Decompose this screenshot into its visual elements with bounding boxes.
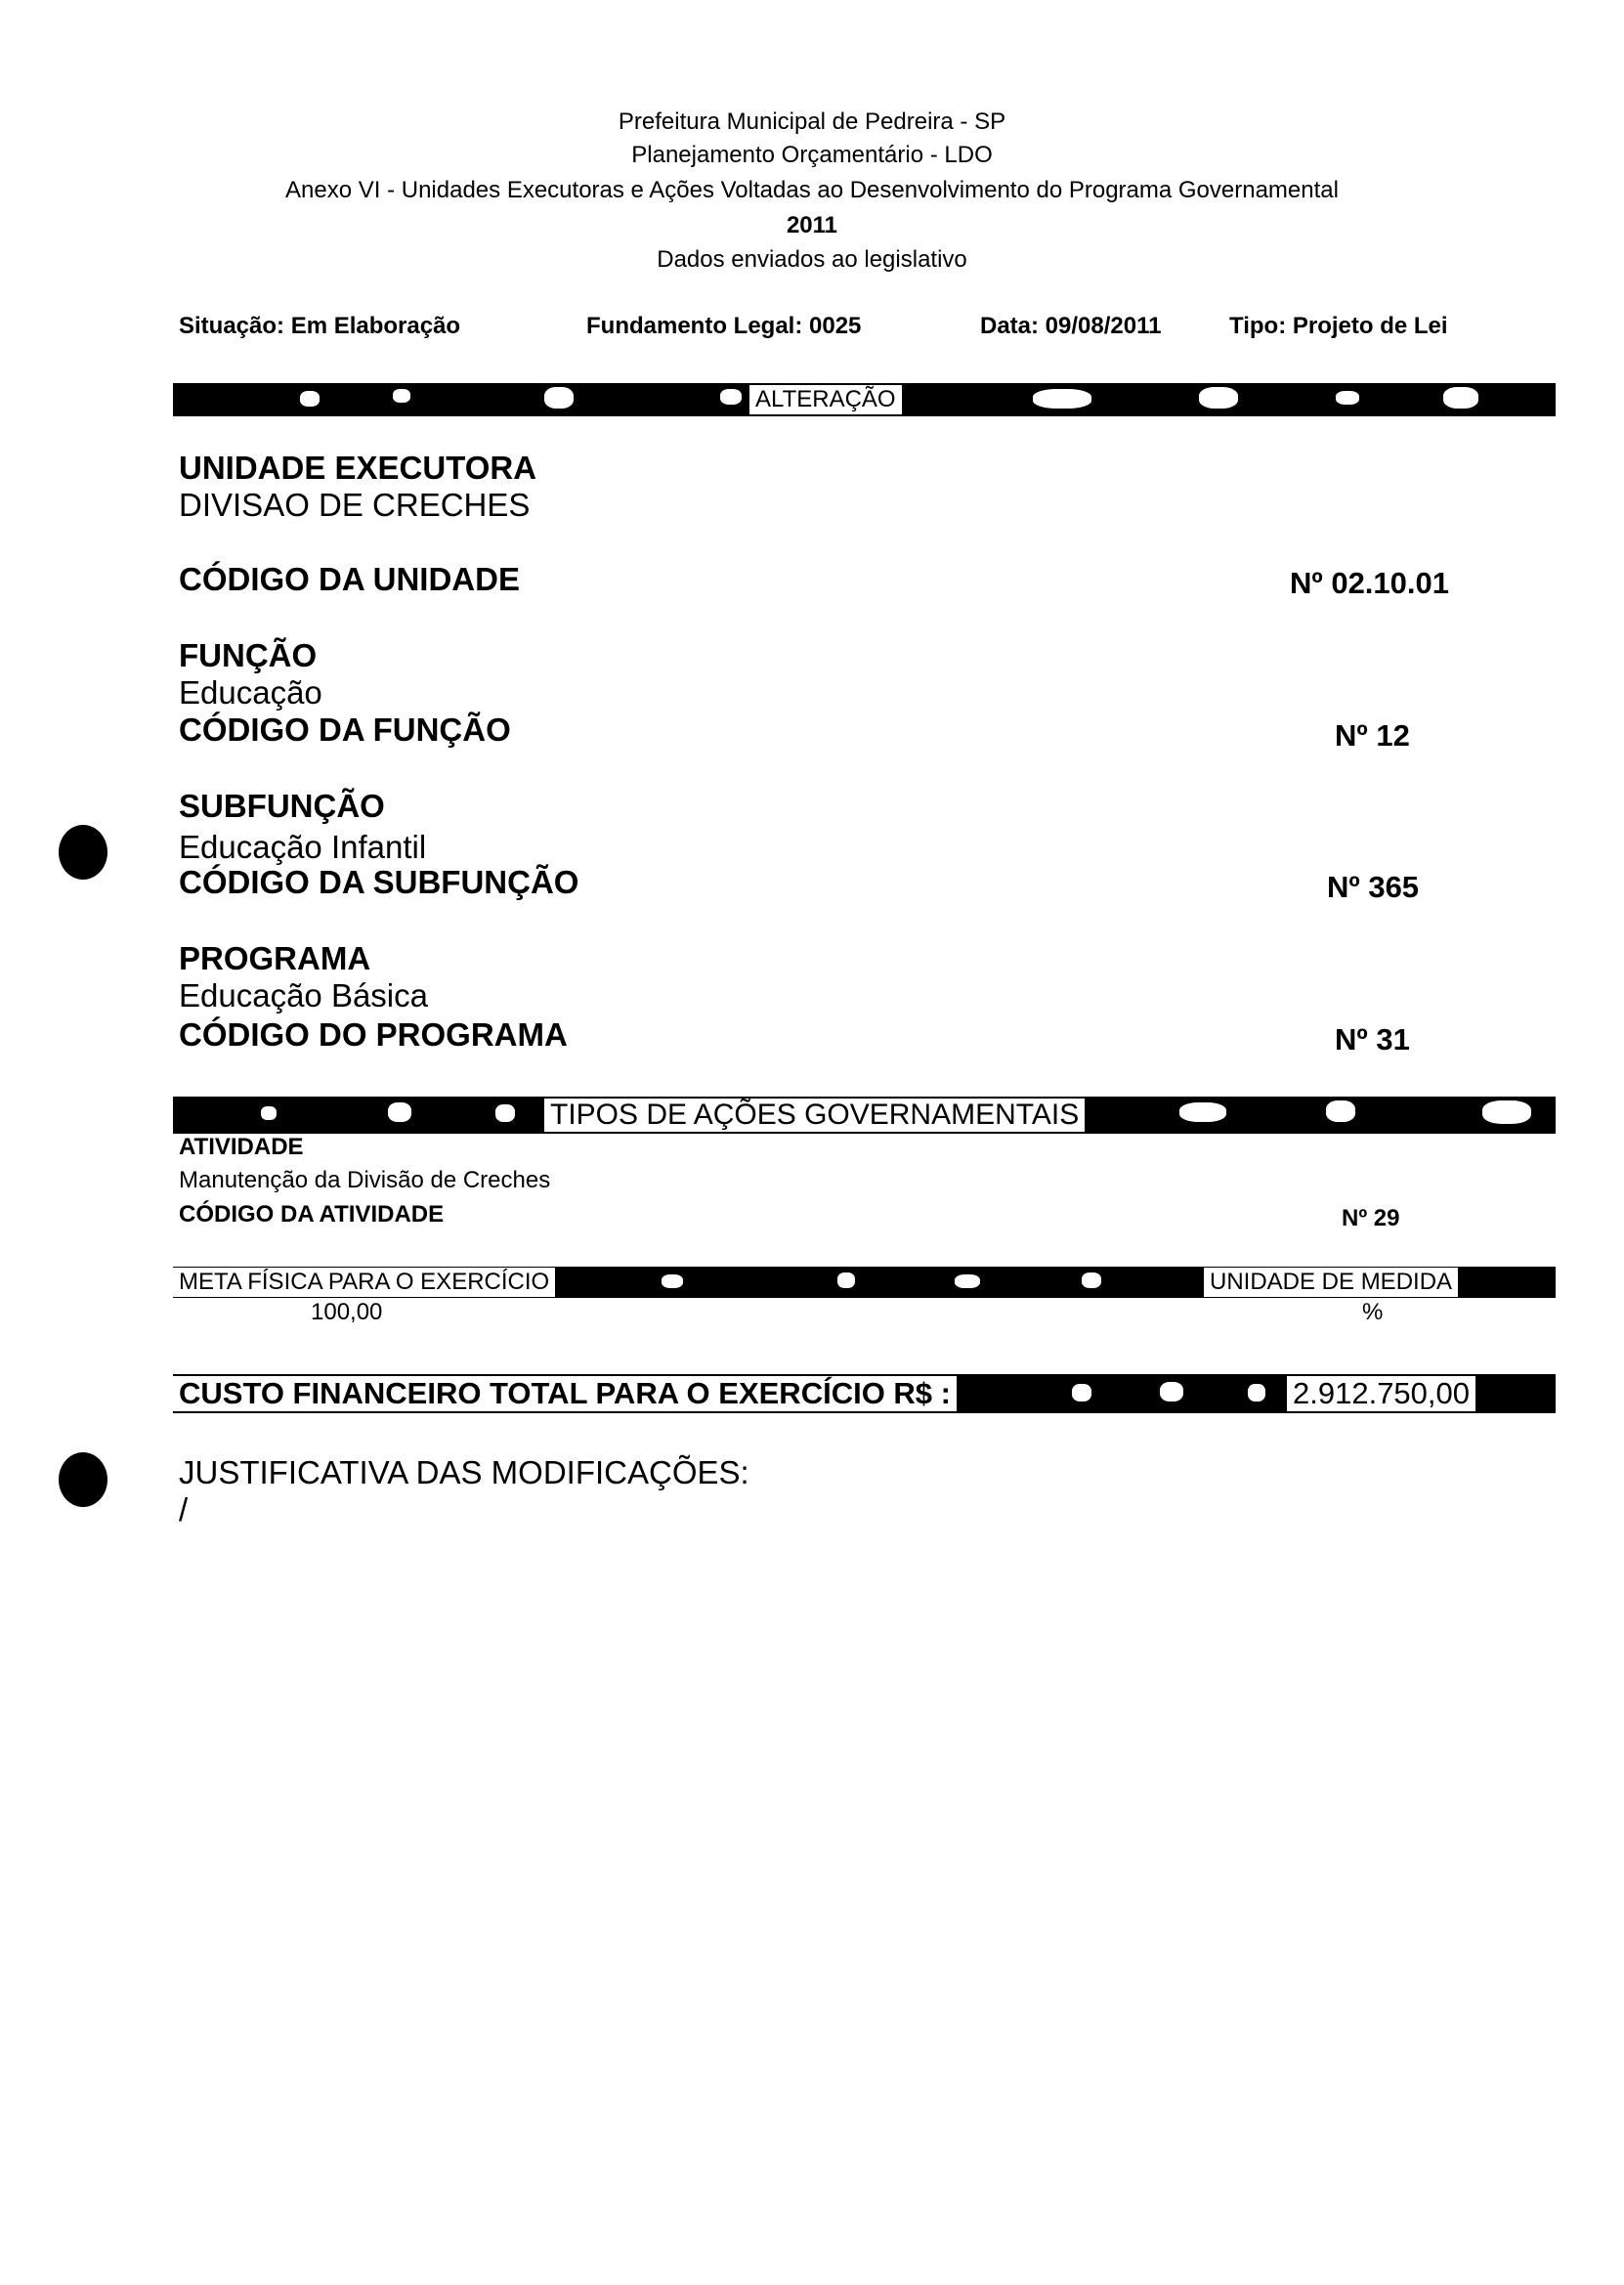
funcao-code: Nº 12 [1335, 718, 1410, 753]
punch-hole-top [59, 825, 107, 880]
meta-fisica-valor: 100,00 [311, 1299, 383, 1325]
alteracao-bar [173, 383, 1556, 416]
header-line-2: Planejamento Orçamentário - LDO [631, 142, 993, 168]
custo-financeiro-bar [173, 1374, 1556, 1413]
fundamento-legal: Fundamento Legal: 0025 [586, 313, 862, 339]
unidade-name: DIVISAO DE CRECHES [179, 487, 531, 523]
tipos-acoes-label: TIPOS DE AÇÕES GOVERNAMENTAIS [544, 1099, 1085, 1132]
subfuncao-name: Educação Infantil [179, 829, 427, 865]
subfuncao-code-label: CÓDIGO DA SUBFUNÇÃO [179, 864, 579, 900]
atividade-heading: ATIVIDADE [179, 1134, 304, 1160]
custo-financeiro-label: CUSTO FINANCEIRO TOTAL PARA O EXERCÍCIO R$ : [173, 1376, 957, 1411]
programa-heading: PROGRAMA [179, 940, 371, 976]
data: Data: 09/08/2011 [980, 313, 1162, 339]
meta-fisica-bar [173, 1267, 1556, 1298]
justificativa-text: / [179, 1491, 189, 1528]
subfuncao-code: Nº 365 [1327, 870, 1420, 904]
header-line-1: Prefeitura Municipal de Pedreira - SP [618, 108, 1006, 135]
unidade-code-label: CÓDIGO DA UNIDADE [179, 561, 520, 597]
header-line-5: Dados enviados ao legislativo [657, 246, 967, 273]
meta-fisica-unidade: % [1362, 1299, 1384, 1325]
header-line-3: Anexo VI - Unidades Executoras e Ações Voltadas ao Desenvolvimento do Programa Governamental [285, 177, 1339, 203]
meta-fisica-label: META FÍSICA PARA O EXERCÍCIO [173, 1268, 555, 1297]
alteracao-label: ALTERAÇÃO [749, 385, 902, 414]
situacao: Situação: Em Elaboração [179, 313, 461, 339]
tipos-acoes-bar [173, 1097, 1556, 1134]
funcao-heading: FUNÇÃO [179, 637, 318, 673]
unidade-code: Nº 02.10.01 [1290, 566, 1449, 600]
atividade-name: Manutenção da Divisão de Creches [179, 1167, 551, 1193]
justificativa-label: JUSTIFICATIVA DAS MODIFICAÇÕES: [179, 1454, 749, 1490]
programa-code-label: CÓDIGO DO PROGRAMA [179, 1016, 568, 1053]
tipo: Tipo: Projeto de Lei [1229, 313, 1448, 339]
funcao-code-label: CÓDIGO DA FUNÇÃO [179, 711, 511, 748]
unidade-heading: UNIDADE EXECUTORA [179, 450, 537, 486]
subfuncao-heading: SUBFUNÇÃO [179, 788, 385, 824]
punch-hole-bottom [59, 1452, 107, 1507]
unidade-medida-label: UNIDADE DE MEDIDA [1204, 1268, 1458, 1297]
custo-financeiro-valor: 2.912.750,00 [1287, 1376, 1475, 1411]
header-year: 2011 [786, 212, 838, 238]
atividade-code: Nº 29 [1342, 1205, 1400, 1231]
atividade-code-label: CÓDIGO DA ATIVIDADE [179, 1201, 445, 1228]
programa-code: Nº 31 [1335, 1022, 1410, 1056]
programa-name: Educação Básica [179, 977, 428, 1013]
funcao-name: Educação [179, 674, 322, 711]
